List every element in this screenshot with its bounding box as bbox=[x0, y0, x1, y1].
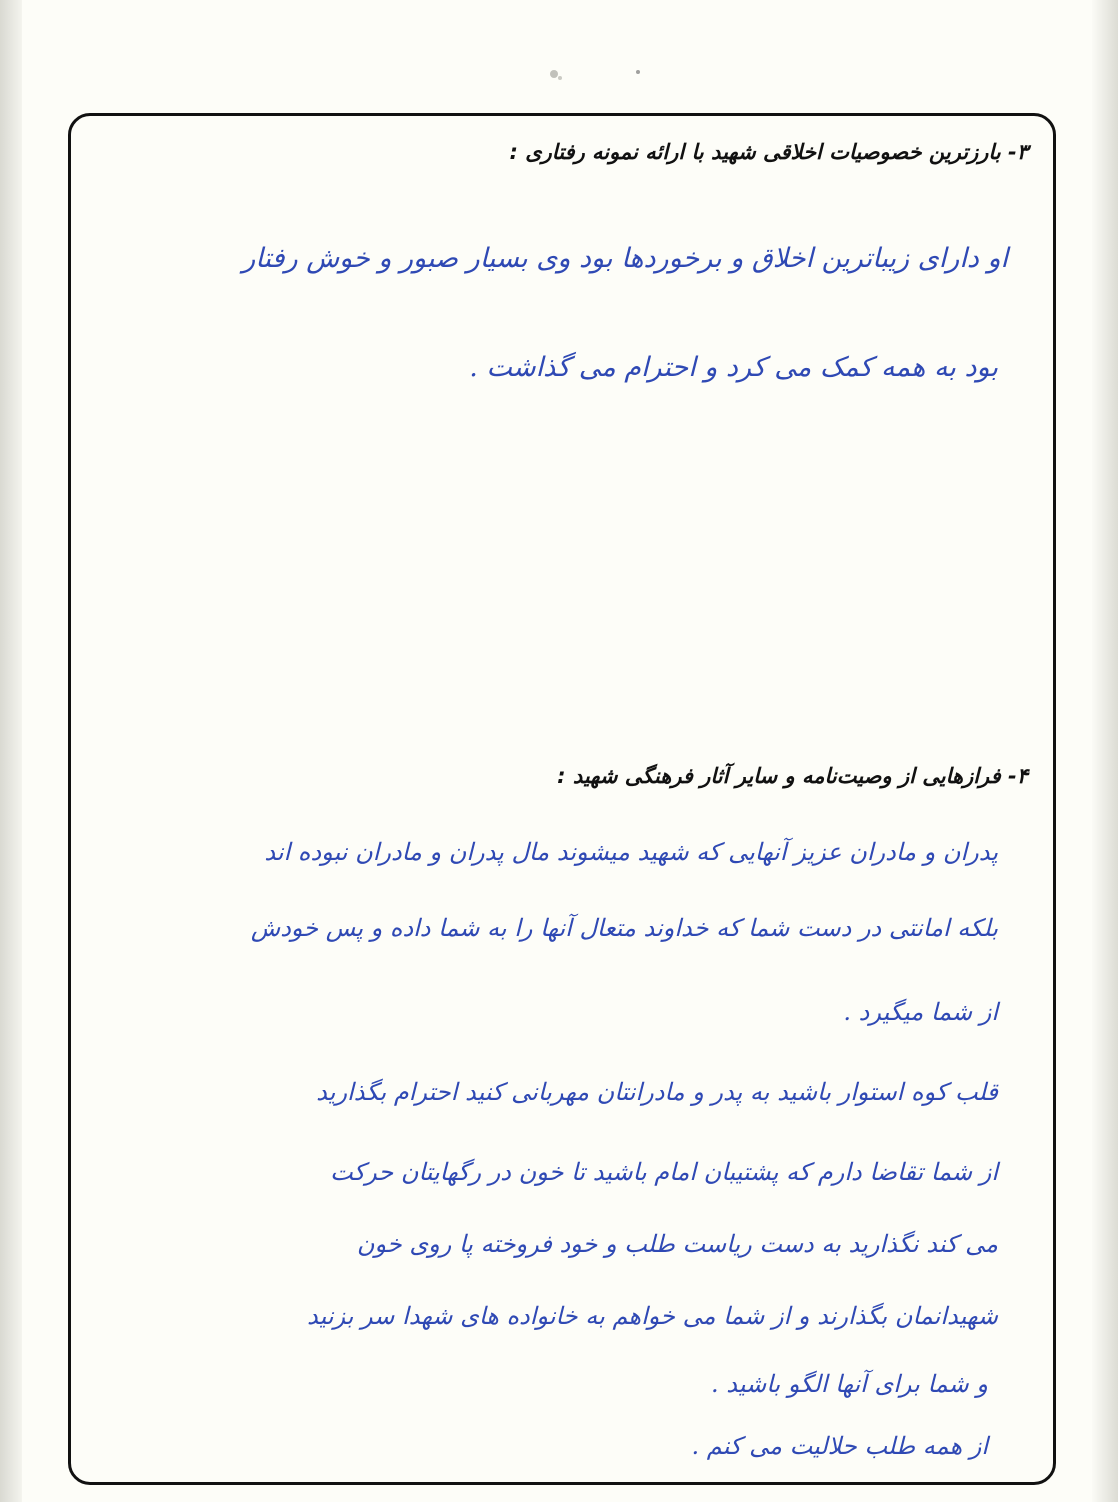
handwritten-line: از شما تقاضا دارم که پشتیبان امام باشید تا خون در رگهایتان حرکت bbox=[330, 1158, 998, 1186]
section-3-heading: ۳- بارزترین خصوصیات اخلاقی شهید با ارائه نمونه رفتاری : bbox=[509, 140, 1028, 164]
handwritten-line: پدران و مادران عزیز آنهایی که شهید میشوند مال پدران و مادران نبوده اند bbox=[264, 838, 998, 866]
handwritten-line: قلب کوه استوار باشید به پدر و مادرانتان مهربانی کنید احترام بگذارید bbox=[316, 1078, 998, 1106]
handwritten-line: او دارای زیباترین اخلاق و برخوردها بود وی بسیار صبور و خوش رفتار bbox=[242, 243, 1008, 274]
paper-specks bbox=[540, 60, 680, 90]
handwritten-line: شهیدانمان بگذارند و از شما می خواهم به خانواده های شهدا سر بزنید bbox=[306, 1302, 998, 1330]
handwritten-line: و شما برای آنها الگو باشید . bbox=[711, 1370, 988, 1398]
handwritten-line: از شما میگیرد . bbox=[843, 998, 998, 1026]
page-edge-left bbox=[0, 0, 22, 1502]
handwritten-line: می کند نگذارید به دست ریاست طلب و خود فروخته پا روی خون bbox=[356, 1230, 998, 1258]
handwritten-line: بود به همه کمک می کرد و احترام می گذاشت . bbox=[469, 352, 998, 383]
page-edge-right bbox=[1092, 0, 1118, 1502]
section-4-heading: ۴- فرازهایی از وصیت‌نامه و سایر آثار فرهنگی شهید : bbox=[557, 764, 1028, 788]
handwritten-line: از همه طلب حلالیت می کنم . bbox=[691, 1432, 988, 1460]
handwritten-line: بلکه امانتی در دست شما که خداوند متعال آنها را به شما داده و پس خودش bbox=[250, 914, 998, 942]
form-border bbox=[68, 113, 1056, 1485]
